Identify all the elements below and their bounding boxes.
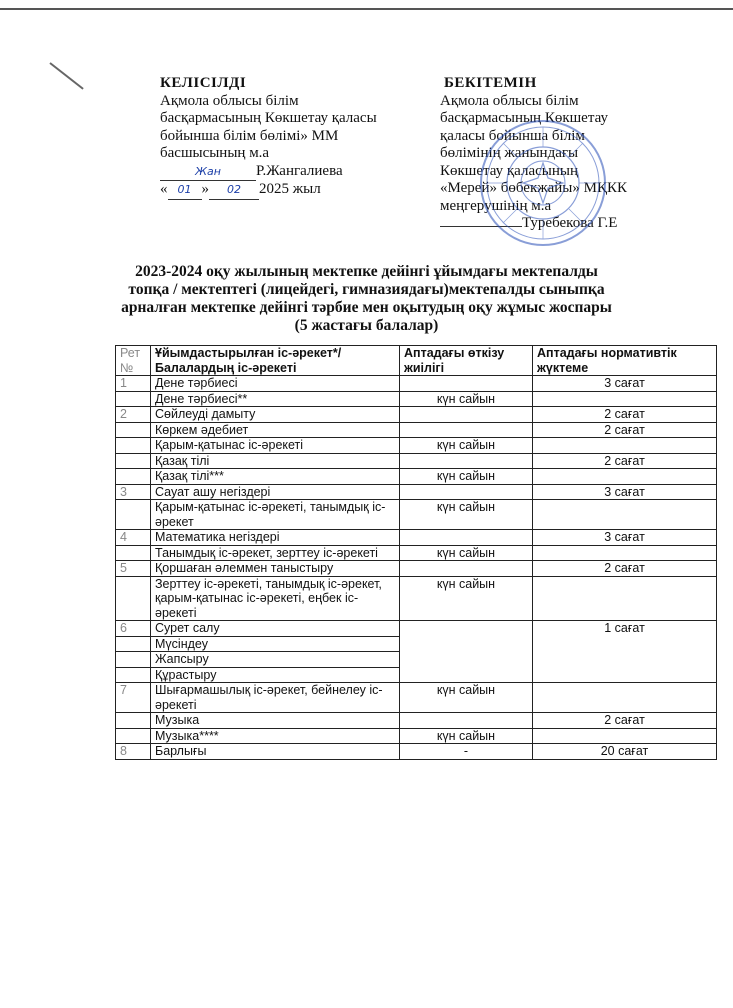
approval-line: Көкшетау қаласының bbox=[440, 162, 578, 179]
row-frequency bbox=[400, 453, 533, 469]
row-frequency: күн сайын bbox=[400, 728, 533, 744]
table-row bbox=[116, 469, 717, 485]
row-num bbox=[116, 438, 151, 454]
row-frequency: күн сайын bbox=[400, 391, 533, 407]
header-load: Аптадағы нормативтік жүктеме bbox=[533, 346, 717, 376]
row-load bbox=[533, 576, 717, 621]
header-frequency: Аптадағы өткізу жиілігі bbox=[400, 346, 533, 376]
row-load: 3 сағат bbox=[533, 484, 717, 500]
date-line bbox=[160, 181, 377, 200]
approval-line: Ақмола облысы білім bbox=[160, 92, 299, 109]
table-header-row bbox=[116, 346, 717, 376]
row-activity: Қазақ тілі bbox=[151, 453, 400, 469]
row-num: 3 bbox=[116, 484, 151, 500]
date-month: 02 bbox=[209, 181, 259, 200]
date-day: 01 bbox=[168, 181, 202, 200]
row-load: 2 сағат bbox=[533, 422, 717, 438]
date-close-quote: » bbox=[201, 181, 209, 197]
row-frequency bbox=[400, 530, 533, 546]
row-load: 2 сағат bbox=[533, 561, 717, 577]
date-open-quote: « bbox=[160, 181, 168, 197]
header-num: Рет № bbox=[116, 346, 151, 376]
row-frequency: - bbox=[400, 744, 533, 760]
row-num bbox=[116, 713, 151, 729]
table-row bbox=[116, 561, 717, 577]
top-border-line bbox=[0, 8, 733, 10]
row-activity: Сөйлеуді дамыту bbox=[151, 407, 400, 423]
table-row bbox=[116, 407, 717, 423]
row-num bbox=[116, 391, 151, 407]
approval-title-left: КЕЛІСІЛДІ bbox=[160, 75, 247, 91]
row-activity: Дене тәрбиесі** bbox=[151, 391, 400, 407]
row-frequency: күн сайын bbox=[400, 500, 533, 530]
row-frequency: күн сайын bbox=[400, 469, 533, 485]
row-load: 1 сағат bbox=[533, 621, 717, 683]
row-activity: Сурет салу bbox=[151, 621, 400, 637]
table-row bbox=[116, 453, 717, 469]
signature-line-left bbox=[160, 163, 377, 182]
row-activity: Сауат ашу негіздері bbox=[151, 484, 400, 500]
row-num bbox=[116, 667, 151, 683]
official-stamp-icon bbox=[478, 118, 608, 248]
table-row bbox=[116, 728, 717, 744]
row-load: 3 сағат bbox=[533, 530, 717, 546]
row-num: 8 bbox=[116, 744, 151, 760]
table-row bbox=[116, 422, 717, 438]
table-row bbox=[116, 621, 717, 637]
table-row bbox=[116, 391, 717, 407]
row-num bbox=[116, 652, 151, 668]
row-frequency: күн сайын bbox=[400, 683, 533, 713]
approval-line: басқармасының Көкшетау қаласы bbox=[160, 110, 377, 126]
approval-line: басшысының м.а bbox=[160, 145, 270, 161]
table-row bbox=[116, 576, 717, 621]
row-num bbox=[116, 576, 151, 621]
approval-line: басқармасының Көкшетау bbox=[440, 110, 608, 126]
row-activity: Мүсіндеу bbox=[151, 636, 400, 652]
row-num bbox=[116, 500, 151, 530]
row-activity: Дене тәрбиесі bbox=[151, 376, 400, 392]
row-num bbox=[116, 469, 151, 485]
row-activity: Қарым-қатынас іс-әрекеті bbox=[151, 438, 400, 454]
approval-line: меңгерушінің м.а bbox=[440, 197, 552, 214]
heading-line: арналған мектепке дейінгі тәрбие мен оқытудың оқу жұмыс жоспары bbox=[121, 299, 612, 316]
row-activity: Жапсыру bbox=[151, 652, 400, 668]
table-row bbox=[116, 438, 717, 454]
approval-line: «Мерей» бөбекжайы» МҚКК bbox=[440, 180, 627, 196]
row-load bbox=[533, 500, 717, 530]
row-load: 20 сағат bbox=[533, 744, 717, 760]
row-load: 2 сағат bbox=[533, 407, 717, 423]
signature-name-left: Р.Жангалиева bbox=[256, 162, 343, 179]
table-row bbox=[116, 545, 717, 561]
scan-mark bbox=[49, 62, 83, 89]
row-frequency: күн сайын bbox=[400, 545, 533, 561]
row-num: 5 bbox=[116, 561, 151, 577]
row-activity: Математика негіздері bbox=[151, 530, 400, 546]
row-num bbox=[116, 453, 151, 469]
row-num bbox=[116, 728, 151, 744]
approval-line: Ақмола облысы білім bbox=[440, 92, 579, 109]
row-activity: Танымдық іс-әрекет, зерттеу іс-әрекеті bbox=[151, 545, 400, 561]
row-frequency: күн сайын bbox=[400, 576, 533, 621]
signature-name-right: Туребекова Г.Е bbox=[522, 215, 618, 231]
row-load: 2 сағат bbox=[533, 713, 717, 729]
approval-title-right: БЕКІТЕМІН bbox=[444, 75, 537, 91]
row-num: 1 bbox=[116, 376, 151, 392]
heading-line: (5 жастағы балалар) bbox=[294, 317, 439, 334]
row-num bbox=[116, 422, 151, 438]
table-row bbox=[116, 530, 717, 546]
table-row bbox=[116, 713, 717, 729]
approval-block-left bbox=[160, 75, 377, 200]
row-num: 2 bbox=[116, 407, 151, 423]
heading-line: топқа / мектептегі (лицейдегі, гимназиядағы)мектепалды сыныпқа bbox=[128, 281, 605, 298]
curriculum-table bbox=[115, 345, 717, 760]
date-year: 2025 жыл bbox=[259, 181, 321, 197]
row-load bbox=[533, 545, 717, 561]
row-frequency bbox=[400, 561, 533, 577]
approval-line: бөлімінің жанындағы bbox=[440, 145, 579, 161]
row-num bbox=[116, 636, 151, 652]
row-activity: Қоршаған әлеммен таныстыру bbox=[151, 561, 400, 577]
row-frequency bbox=[400, 407, 533, 423]
table-row bbox=[116, 484, 717, 500]
row-activity: Музыка bbox=[151, 713, 400, 729]
row-activity: Құрастыру bbox=[151, 667, 400, 683]
signature-mark: Жан bbox=[160, 163, 256, 182]
row-frequency bbox=[400, 713, 533, 729]
row-activity: Барлығы bbox=[151, 744, 400, 760]
row-load bbox=[533, 391, 717, 407]
row-activity: Қарым-қатынас іс-әрекеті, танымдық іс-әрекет bbox=[151, 500, 400, 530]
row-activity: Көркем әдебиет bbox=[151, 422, 400, 438]
row-frequency bbox=[400, 422, 533, 438]
row-num: 4 bbox=[116, 530, 151, 546]
row-load bbox=[533, 728, 717, 744]
row-load bbox=[533, 683, 717, 713]
row-activity: Зерттеу іс-әрекеті, танымдық іс-әрекет, қарым-қатынас іс-әрекеті, еңбек іс-әрекеті bbox=[151, 576, 400, 621]
row-activity: Музыка**** bbox=[151, 728, 400, 744]
table-row bbox=[116, 500, 717, 530]
row-load bbox=[533, 438, 717, 454]
row-frequency: күн сайын bbox=[400, 438, 533, 454]
table-row-total bbox=[116, 744, 717, 760]
row-activity: Қазақ тілі*** bbox=[151, 469, 400, 485]
row-load: 3 сағат bbox=[533, 376, 717, 392]
row-num: 6 bbox=[116, 621, 151, 637]
table-row bbox=[116, 376, 717, 392]
table-row bbox=[116, 683, 717, 713]
row-load: 2 сағат bbox=[533, 453, 717, 469]
document-heading bbox=[0, 263, 733, 335]
header-activity: Ұйымдастырылған іс-әрекет*/ Балалардың іс-әрекеті bbox=[151, 346, 400, 376]
heading-line: 2023-2024 оқу жылының мектепке дейінгі ұйымдағы мектепалды bbox=[135, 263, 598, 280]
row-num bbox=[116, 545, 151, 561]
row-num: 7 bbox=[116, 683, 151, 713]
row-load bbox=[533, 469, 717, 485]
approval-line: қаласы бойынша білім bbox=[440, 127, 585, 144]
row-frequency bbox=[400, 484, 533, 500]
row-activity: Шығармашылық іс-әрекет, бейнелеу іс-әрекеті bbox=[151, 683, 400, 713]
row-frequency bbox=[400, 621, 533, 683]
row-frequency bbox=[400, 376, 533, 392]
approval-line: бойынша білім бөлімі» ММ bbox=[160, 127, 339, 144]
